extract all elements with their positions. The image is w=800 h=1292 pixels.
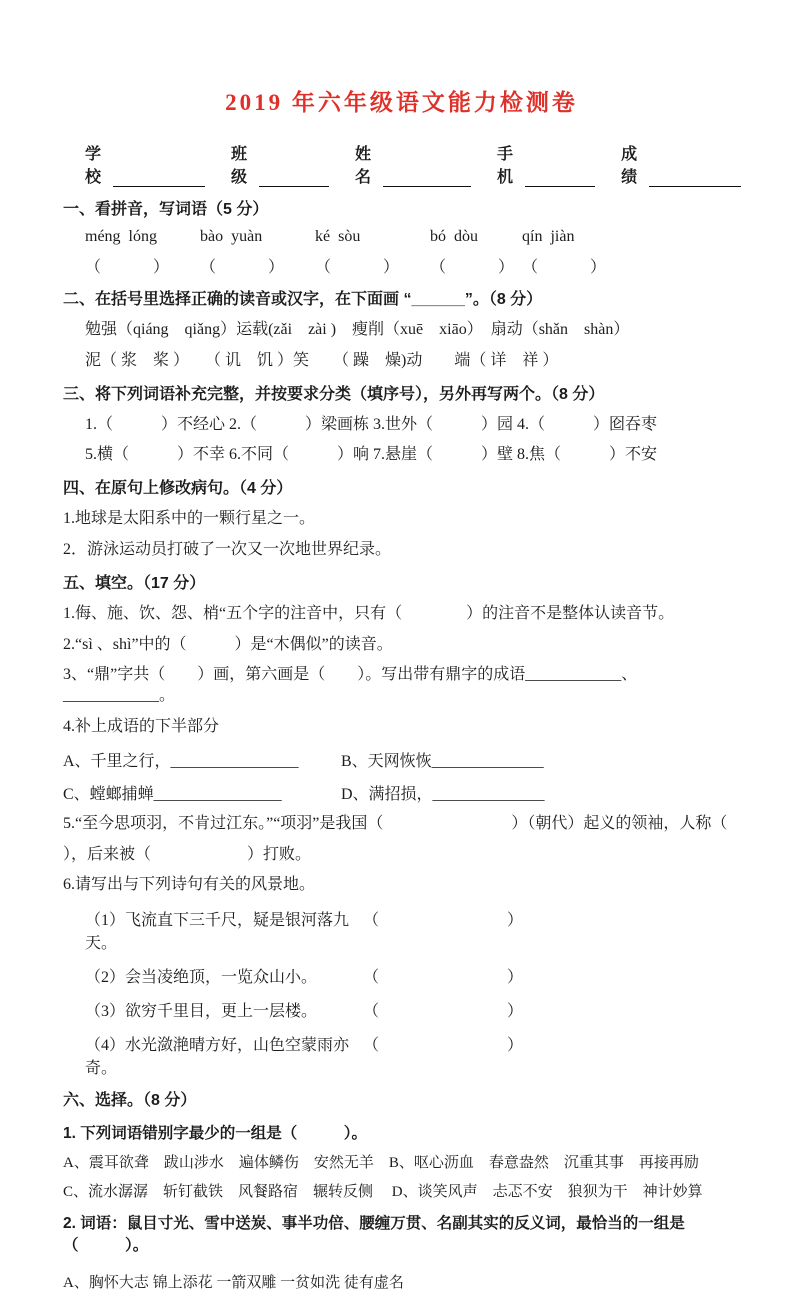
pinyin-col xyxy=(430,228,522,277)
section3-heading: 三、将下列词语补充完整，并按要求分类（填序号），另外再写两个。（8 分） xyxy=(63,385,605,403)
section5-item1: 1.侮、施、饮、怨、梢“五个字的注音中，只有（ ）的注音不是整体认读音节。 xyxy=(63,604,675,622)
section6-q2-option-a: A、胸怀大志 锦上添花 一箭双雕 一贫如洗 徒有虚名 xyxy=(63,1275,404,1292)
idiom-blank-d: D、满招损，______________ xyxy=(341,785,545,803)
idiom-blank-c: C、螳螂捕蝉________________ xyxy=(63,785,282,803)
section4-item1: 1.地球是太阳系中的一颗行星之一。 xyxy=(63,510,316,528)
section1-pinyin-row xyxy=(85,228,740,277)
pinyin-text: bào yuàn xyxy=(200,228,263,245)
section6-q1: 1. 下列词语错别字最少的一组是（ ）。 xyxy=(63,1125,367,1143)
page-title: 2019 年六年级语文能力检测卷 xyxy=(225,90,578,115)
poem-answer-paren: （ ） xyxy=(363,912,524,930)
section5-item5-line2: ），后来被（ ）打败。 xyxy=(63,845,312,863)
field-name-blank xyxy=(383,168,471,187)
poem-row-1 xyxy=(85,907,740,953)
section3-line2: 5.横（ ）不幸 6.不同（ ）响 7.悬崖（ ）壁 8.焦（ ）不安 xyxy=(85,446,658,464)
pinyin-text: méng lóng xyxy=(85,228,157,245)
answer-paren: （ ） xyxy=(430,259,516,276)
poem-answer-paren: （ ） xyxy=(363,969,524,987)
section5-item5-line1: 5.“至今思项羽，不肯过江东。”“项羽”是我国（ ）（朝代）起义的领袖，人称（ xyxy=(63,814,728,832)
field-school-label: 学校 xyxy=(85,146,102,186)
pinyin-text: ké sòu xyxy=(315,228,361,245)
pinyin-text: bó dòu xyxy=(430,228,478,245)
section3-line1: 1.（ ）不经心 2.（ ）梁画栋 3.世外（ ）园 4.（ ）囵吞枣 xyxy=(85,415,658,433)
field-score-blank xyxy=(649,168,741,187)
student-info-row xyxy=(85,141,740,187)
pinyin-text: qín jiàn xyxy=(522,228,575,245)
section1-heading: 一、看拼音，写词语（5 分） xyxy=(63,201,269,218)
poem-text: （3）欲穷千里目，更上一层楼。 xyxy=(85,1003,318,1021)
idiom-blank-b: B、天网恢恢______________ xyxy=(341,752,544,770)
answer-paren: （ ） xyxy=(200,259,286,276)
field-phone-blank xyxy=(525,168,596,187)
poem-row-4 xyxy=(85,1032,740,1078)
section2-line2: 泥（ 浆 桨 ） （ 讥 饥 ）笑 （ 躁 燥)动 端（ 详 祥 ） xyxy=(85,351,559,369)
section5-item6: 6.请写出与下列诗句有关的风景地。 xyxy=(63,876,316,894)
field-score-label: 成绩 xyxy=(621,146,638,186)
pinyin-col xyxy=(200,228,315,277)
section5-item2: 2.“sì 、shì”中的（ ）是“木偶似”的读音。 xyxy=(63,635,393,653)
field-name-label: 姓名 xyxy=(355,146,372,186)
section2-line1: 勉强（qiáng qiǎng）运载(zǎi zài ) 瘦削（xuē xiāo） 扇动（shǎn shàn） xyxy=(85,321,630,338)
poem-row-3 xyxy=(85,998,740,1021)
pinyin-col xyxy=(315,228,430,277)
section2-heading: 二、在括号里选择正确的读音或汉字，在下面画 “______”。（8 分） xyxy=(63,291,543,308)
section5-item3: 3、“鼎”字共（ ）画，第六画是（ ）。写出带有鼎字的成语____________、____________。 xyxy=(63,666,638,705)
idiom-blank-a: A、千里之行，________________ xyxy=(63,752,299,770)
section6-q2: 2. 词语：鼠目寸光、雪中送炭、事半功倍、腰缠万贯、名副其实的反义词，最恰当的一组是（ ）。 xyxy=(63,1215,685,1255)
field-class-blank xyxy=(259,168,330,187)
answer-paren: （ ） xyxy=(85,259,171,276)
section6-heading: 六、选择。（8 分） xyxy=(63,1092,197,1110)
field-phone xyxy=(497,141,595,187)
pinyin-col xyxy=(522,228,637,277)
field-phone-label: 手机 xyxy=(497,146,514,186)
answer-paren: （ ） xyxy=(522,259,608,276)
field-score xyxy=(621,141,741,187)
section5-item4-row2 xyxy=(63,781,740,804)
field-school xyxy=(85,141,205,187)
poem-row-2 xyxy=(85,964,740,987)
field-name xyxy=(355,141,471,187)
field-class-label: 班级 xyxy=(231,146,248,186)
poem-text: （1）飞流直下三千尺，疑是银河落九天。 xyxy=(85,912,350,953)
section5-item4: 4.补上成语的下半部分 xyxy=(63,717,220,735)
poem-answer-paren: （ ） xyxy=(363,1037,524,1055)
section4-item2: 2．游泳运动员打破了一次又一次地世界纪录。 xyxy=(63,540,392,558)
field-class xyxy=(231,141,329,187)
section4-heading: 四、在原句上修改病句。（4 分） xyxy=(63,480,293,498)
poem-text: （2）会当凌绝顶，一览众山小。 xyxy=(85,969,318,987)
pinyin-col xyxy=(85,228,200,277)
section5-heading: 五、填空。（17 分） xyxy=(63,574,206,592)
poem-answer-paren: （ ） xyxy=(363,1003,524,1021)
field-school-blank xyxy=(113,168,205,187)
poem-text: （4）水光潋滟晴方好，山色空蒙雨亦奇。 xyxy=(85,1037,350,1078)
answer-paren: （ ） xyxy=(315,259,401,276)
section5-item4-row1 xyxy=(63,748,740,771)
section6-q1-options-cd: C、流水潺潺 斩钉截铁 风餐路宿 辗转反侧 D、谈笑风声 忐忑不安 狼狈为干 神计妙算 xyxy=(63,1184,703,1201)
section6-q1-options-ab: A、震耳欲聋 跋山涉水 遍体鳞伤 安然无羊 B、呕心沥血 春意盎然 沉重其事 再接再励 xyxy=(63,1155,699,1172)
